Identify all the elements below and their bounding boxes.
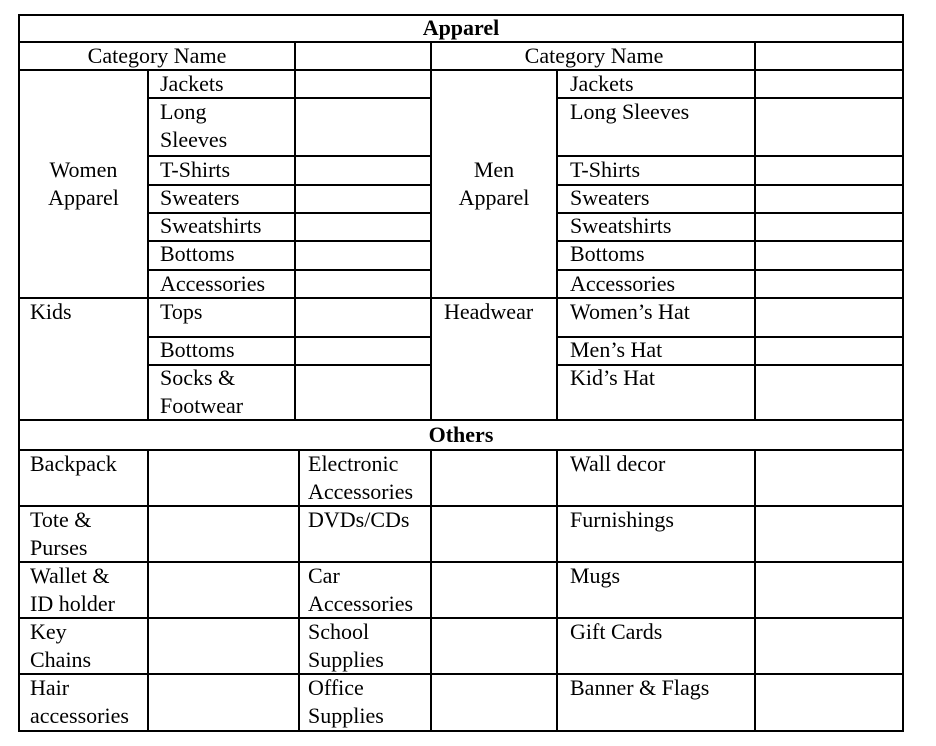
list-item: T-Shirts (570, 157, 641, 182)
list-item: Chains (30, 647, 92, 672)
row-rule (18, 449, 904, 451)
column-rule (147, 69, 149, 421)
column-rule (147, 449, 149, 732)
list-item: Accessories (570, 271, 676, 296)
column-rule (430, 41, 432, 421)
list-item: Accessories (308, 591, 414, 616)
column-rule (298, 449, 300, 732)
men-apparel-label: Men (473, 157, 515, 182)
list-item: Sweatshirts (160, 213, 262, 238)
others-section-title: Others (428, 422, 494, 447)
list-item: Tote & (30, 507, 92, 532)
list-item: Banner & Flags (570, 675, 710, 700)
women-apparel-label: Women (49, 157, 118, 182)
list-item: Women’s Hat (570, 299, 690, 324)
list-item: Long Sleeves (570, 99, 690, 124)
list-item: Furnishings (570, 507, 674, 532)
list-item: T-Shirts (160, 157, 231, 182)
list-item: accessories (30, 703, 129, 728)
table-border-bottom (18, 730, 904, 732)
list-item: Accessories (308, 479, 414, 504)
list-item: Bottoms (570, 241, 645, 266)
list-item: Long (160, 99, 207, 124)
list-item: Supplies (308, 703, 384, 728)
men-category-header: Category Name (524, 43, 664, 68)
list-item: Electronic (308, 451, 399, 476)
women-category-header: Category Name (87, 43, 227, 68)
column-rule (754, 69, 756, 421)
table-border-right (902, 14, 904, 732)
row-rule (18, 673, 904, 675)
row-rule (18, 505, 904, 507)
list-item: Bottoms (160, 337, 235, 362)
list-item: Sleeves (160, 127, 228, 152)
kids-label: Kids (30, 299, 72, 324)
row-rule (18, 561, 904, 563)
list-item: Supplies (308, 647, 384, 672)
list-item: Purses (30, 535, 88, 560)
list-item: Office (308, 675, 364, 700)
list-item: Wallet & (30, 563, 110, 588)
list-item: ID holder (30, 591, 115, 616)
list-item: Socks & (160, 365, 236, 390)
list-item: Men’s Hat (570, 337, 663, 362)
list-item: Tops (160, 299, 203, 324)
table-border-left (18, 14, 20, 732)
list-item: Wall decor (570, 451, 666, 476)
column-rule (430, 449, 432, 732)
list-item: Sweatshirts (570, 213, 672, 238)
list-item: Accessories (160, 271, 266, 296)
list-item: Footwear (160, 393, 244, 418)
list-item: Jackets (570, 71, 634, 96)
list-item: Jackets (160, 71, 224, 96)
list-item: Sweaters (160, 185, 240, 210)
apparel-section-title: Apparel (422, 15, 500, 40)
list-item: Car (308, 563, 340, 588)
headwear-label: Headwear (444, 299, 534, 324)
list-item: Gift Cards (570, 619, 663, 644)
list-item: Key (30, 619, 67, 644)
list-item: Backpack (30, 451, 117, 476)
list-item: DVDs/CDs (308, 507, 410, 532)
list-item: Sweaters (570, 185, 650, 210)
list-item: Mugs (570, 563, 621, 588)
men-apparel-label: Apparel (458, 185, 530, 210)
row-rule (18, 617, 904, 619)
column-rule (556, 449, 558, 732)
column-rule (556, 69, 558, 421)
women-apparel-label: Apparel (48, 185, 119, 210)
column-rule (294, 69, 296, 421)
list-item: Kid’s Hat (570, 365, 655, 390)
list-item: School (308, 619, 370, 644)
list-item: Bottoms (160, 241, 235, 266)
column-rule (754, 449, 756, 732)
list-item: Hair (30, 675, 70, 700)
